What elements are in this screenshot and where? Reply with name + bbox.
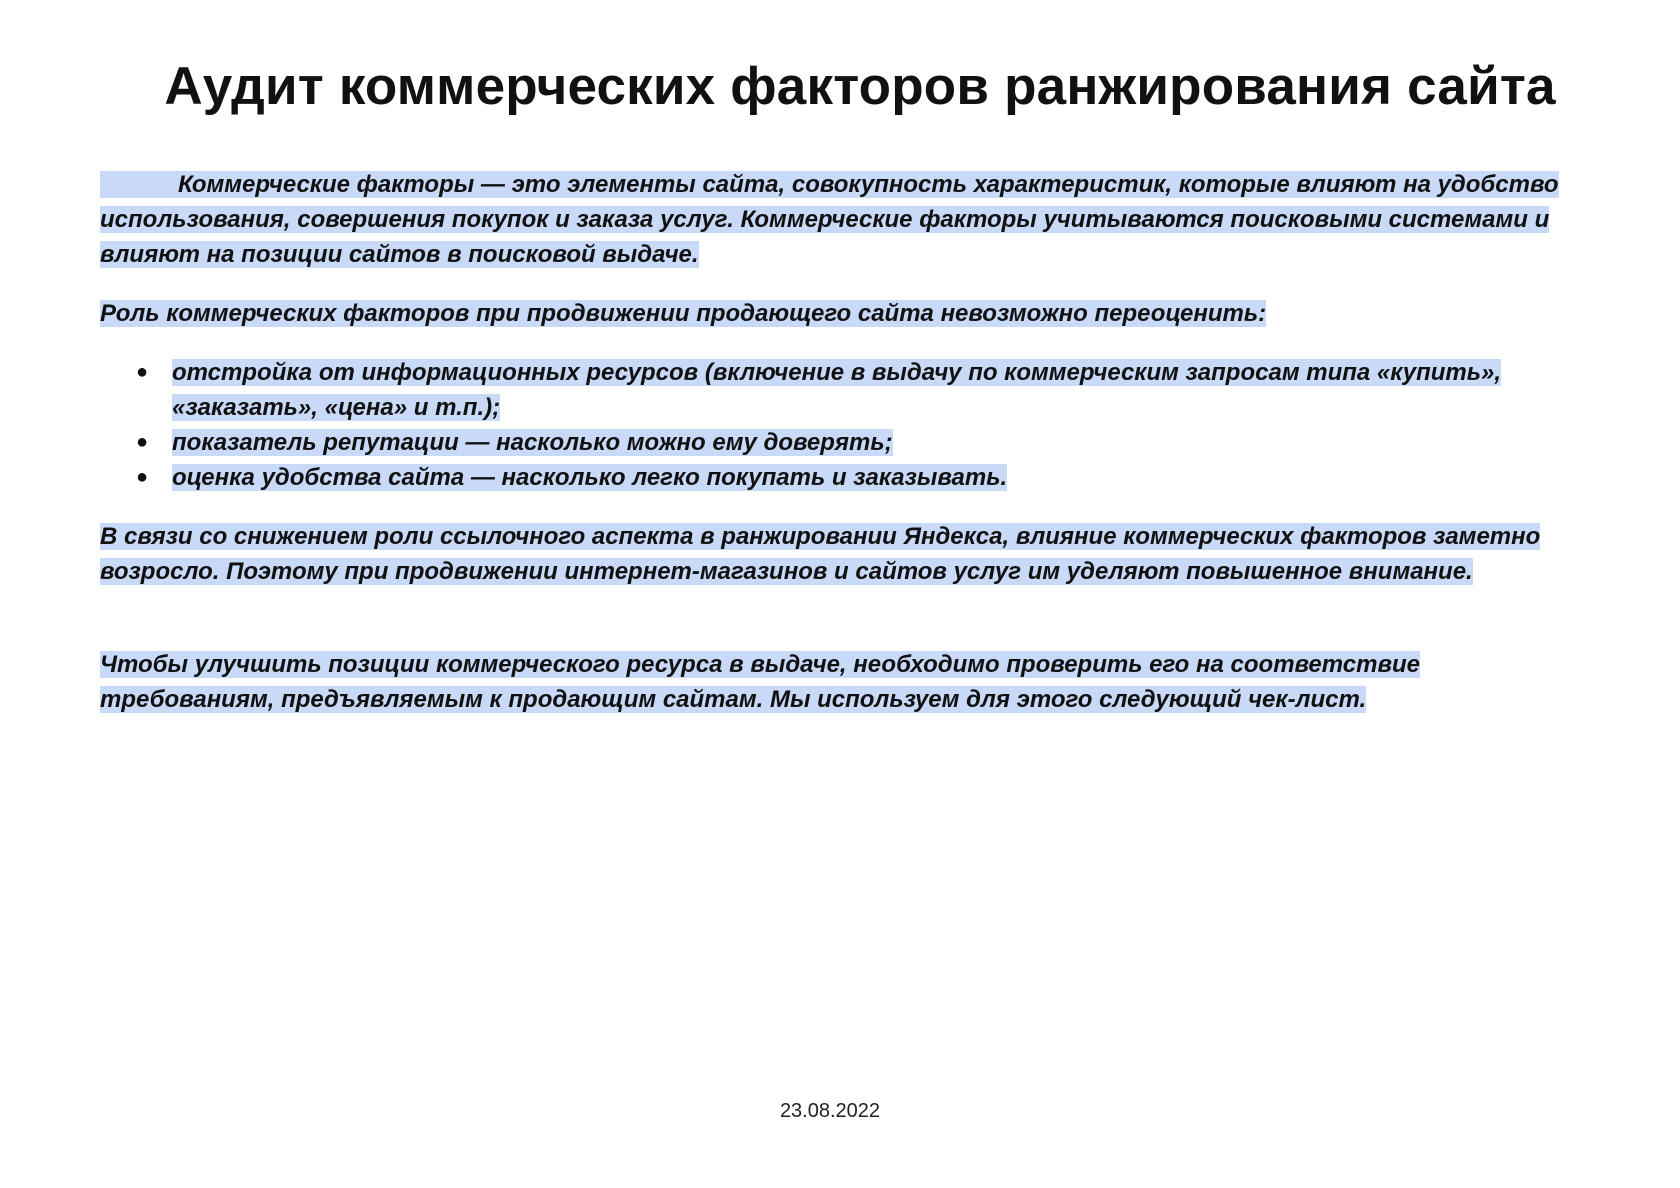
list-item [100, 425, 1560, 460]
paragraph-yandex-text: В связи со снижением роли ссылочного аспекта в ранжировании Яндекса, влияние коммерческих факторов заметно возросло. Поэтому при продвижении интернет-магазинов и сайтов услуг им уделяют повышенное внимание. [100, 523, 1541, 585]
page-title: Аудит коммерческих факторов ранжирования сайта [164, 57, 1556, 116]
bullet-icon: ● [136, 361, 149, 383]
paragraph-checklist-text: Чтобы улучшить позиции коммерческого ресурса в выдаче, необходимо проверить его на соответствие требованиям, предъявляемым к продающим сайтам. Мы используем для этого следующий чек-лист. [100, 651, 1420, 713]
paragraph-checklist [100, 647, 1560, 717]
paragraph-role [100, 296, 1560, 331]
list-item-text: отстройка от информационных ресурсов (включение в выдачу по коммерческим запросам типа «купить», «заказать», «цена» и т.п.); [172, 359, 1501, 421]
list-item [100, 460, 1560, 495]
bullet-icon: ● [136, 466, 149, 488]
bullet-icon: ● [136, 431, 149, 453]
paragraph-yandex [100, 519, 1560, 589]
paragraph-intro [100, 167, 1560, 272]
factors-list [100, 355, 1560, 495]
list-item [100, 355, 1560, 425]
footer-date: 23.08.2022 [779, 1100, 881, 1122]
list-item-text: показатель репутации — насколько можно ему доверять; [172, 429, 893, 456]
list-item-text: оценка удобства сайта — насколько легко покупать и заказывать. [172, 464, 1008, 491]
paragraph-role-text: Роль коммерческих факторов при продвижении продающего сайта невозможно переоценить: [100, 300, 1267, 327]
paragraph-intro-text: Коммерческие факторы — это элементы сайта, совокупность характеристик, которые влияют на удобство использования, совершения покупок и заказа услуг. Коммерческие факторы учитываются поисковыми системами и влияют на позиции сайтов в поисковой выдаче. [100, 171, 1559, 268]
